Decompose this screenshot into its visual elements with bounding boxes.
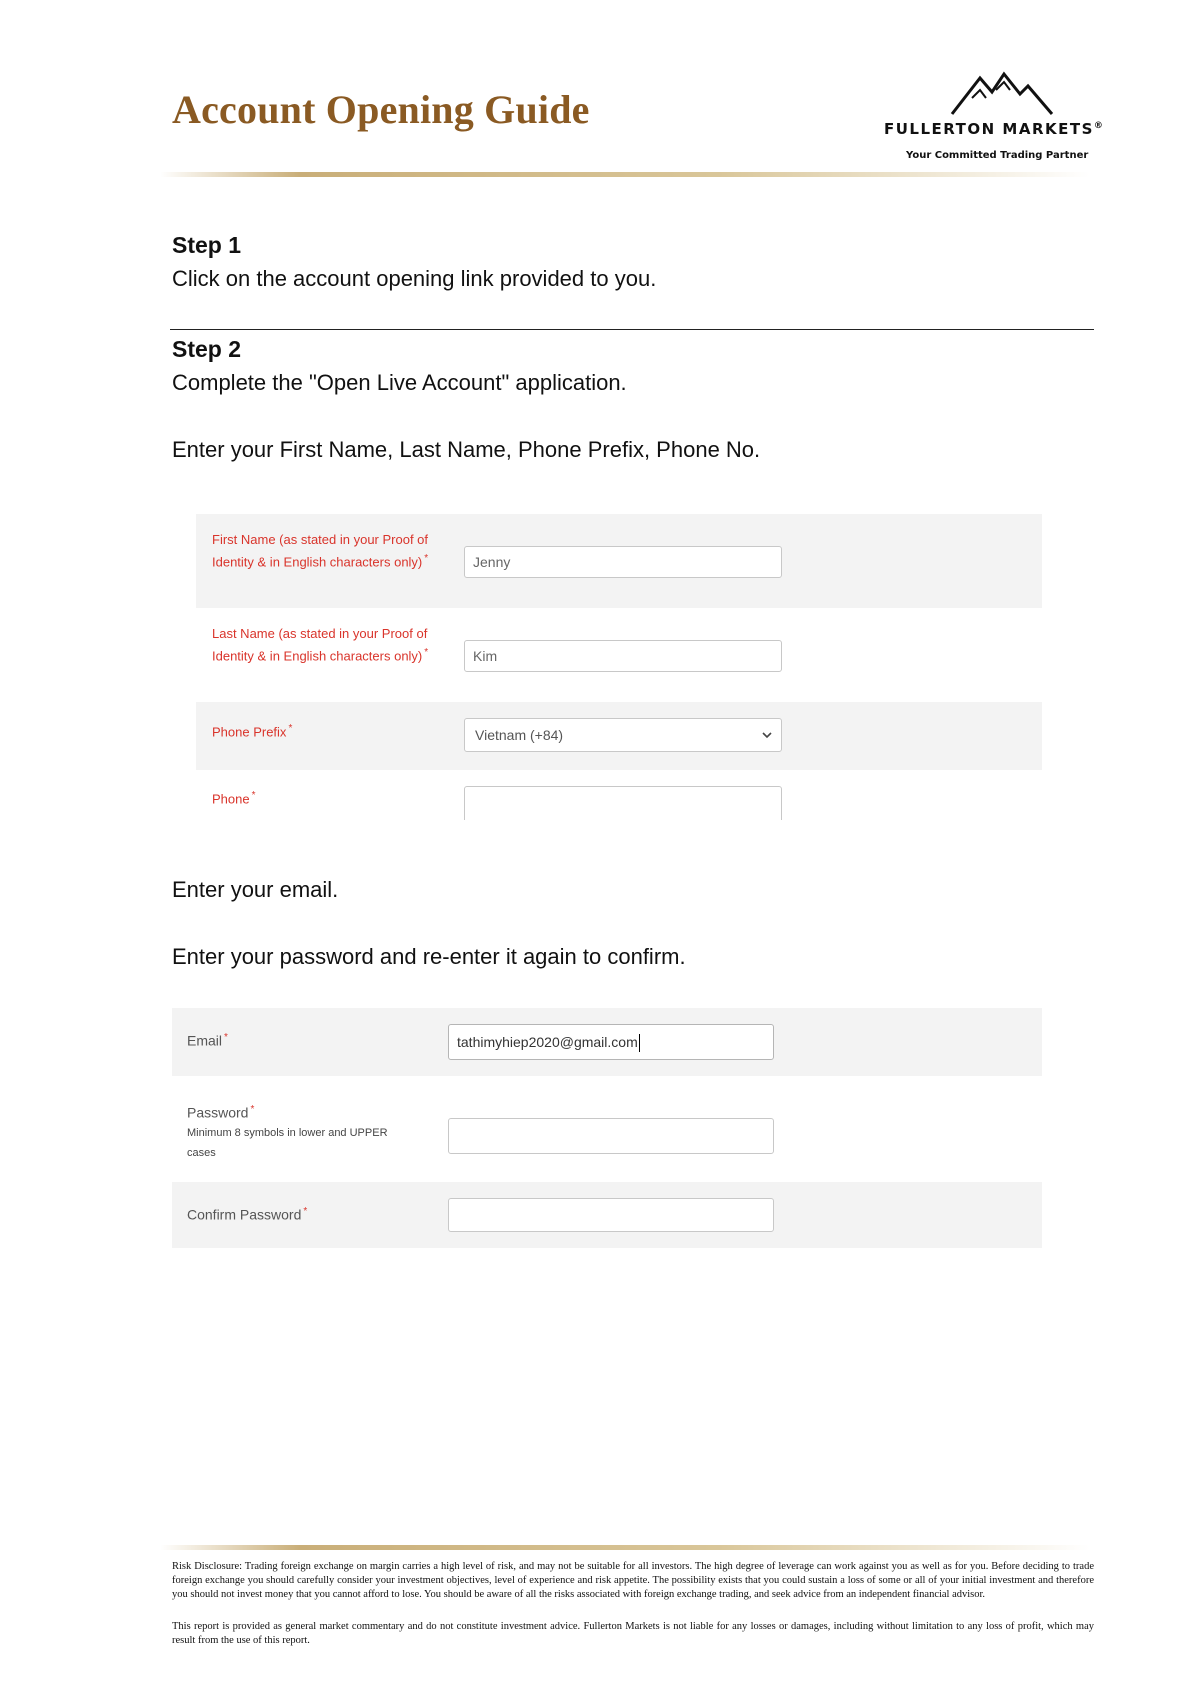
- text-cursor: [639, 1034, 640, 1052]
- report-notice: This report is provided as general market commentary and do not constitute investment advice. Fullerton Markets is not liable for any losses or damages, including without limitation to any loss of profit, which may result from the use of this report.: [172, 1621, 1094, 1646]
- first-name-row: [196, 514, 1042, 608]
- phone-input[interactable]: [464, 786, 782, 820]
- chevron-down-icon: [761, 729, 773, 741]
- instruction-names: Enter your First Name, Last Name, Phone Prefix, Phone No.: [172, 437, 761, 462]
- personal-details-form: [196, 514, 1042, 820]
- footer-divider: [160, 1545, 1090, 1550]
- password-row: [172, 1076, 1042, 1182]
- last-name-input[interactable]: [464, 640, 782, 672]
- phone-prefix-label: Phone Prefix *: [212, 723, 293, 740]
- instruction-password: Enter your password and re-enter it again to confirm.: [172, 944, 686, 969]
- confirm-password-input[interactable]: [448, 1198, 774, 1232]
- confirm-password-row: [172, 1182, 1042, 1248]
- email-input[interactable]: tathimyhiep2020@gmail.com: [448, 1024, 774, 1060]
- phone-label: Phone *: [212, 790, 256, 807]
- password-label: Password * Minimum 8 symbols in lower and UPPER cases: [187, 1100, 407, 1163]
- step2-text: Complete the "Open Live Account" application.: [172, 370, 627, 395]
- header-divider: [160, 172, 1090, 177]
- password-input[interactable]: [448, 1118, 774, 1154]
- step1-heading: Step 1: [172, 232, 242, 258]
- login-credentials-form: [172, 1008, 1042, 1248]
- instruction-email: Enter your email.: [172, 877, 339, 902]
- mountain-icon: [948, 68, 1058, 118]
- first-name-input[interactable]: [464, 546, 782, 578]
- logo-tagline: Your Committed Trading Partner: [906, 150, 1089, 161]
- phone-row: [196, 770, 1042, 820]
- email-label: Email *: [187, 1032, 228, 1049]
- first-name-label: First Name (as stated in your Proof of Identity & in English characters only) *: [212, 532, 429, 570]
- risk-disclosure: Risk Disclosure: Trading foreign exchange on margin carries a high level of risk, and may not be suitable for all investors. The high degree of leverage can work against you as well as for you. Before deciding to trade foreign exchange you should carefully consider your investment objectives, level of experience and risk appetite. The possibility exists that you could sustain a loss of some or all of your initial investment and therefore you should not invest money that you cannot afford to lose. You should be aware of all the risks associated with foreign exchange trading, and seek advice from an independent financial advisor.: [172, 1561, 1094, 1600]
- step-divider: [170, 329, 1094, 330]
- confirm-password-label: Confirm Password *: [187, 1206, 308, 1223]
- phone-prefix-select[interactable]: Vietnam (+84): [464, 718, 782, 752]
- password-hint: Minimum 8 symbols in lower and UPPER cases: [187, 1126, 388, 1159]
- last-name-row: [196, 608, 1042, 702]
- logo-name: FULLERTON MARKETS®: [884, 120, 1105, 138]
- step2-heading: Step 2: [172, 336, 242, 362]
- last-name-label: Last Name (as stated in your Proof of Identity & in English characters only) *: [212, 626, 429, 664]
- phone-prefix-row: [196, 702, 1042, 770]
- fullerton-markets-logo: [878, 68, 1128, 168]
- step1-text: Click on the account opening link provided to you.: [172, 266, 657, 291]
- page-title: Account Opening Guide: [172, 87, 590, 132]
- email-row: [172, 1008, 1042, 1076]
